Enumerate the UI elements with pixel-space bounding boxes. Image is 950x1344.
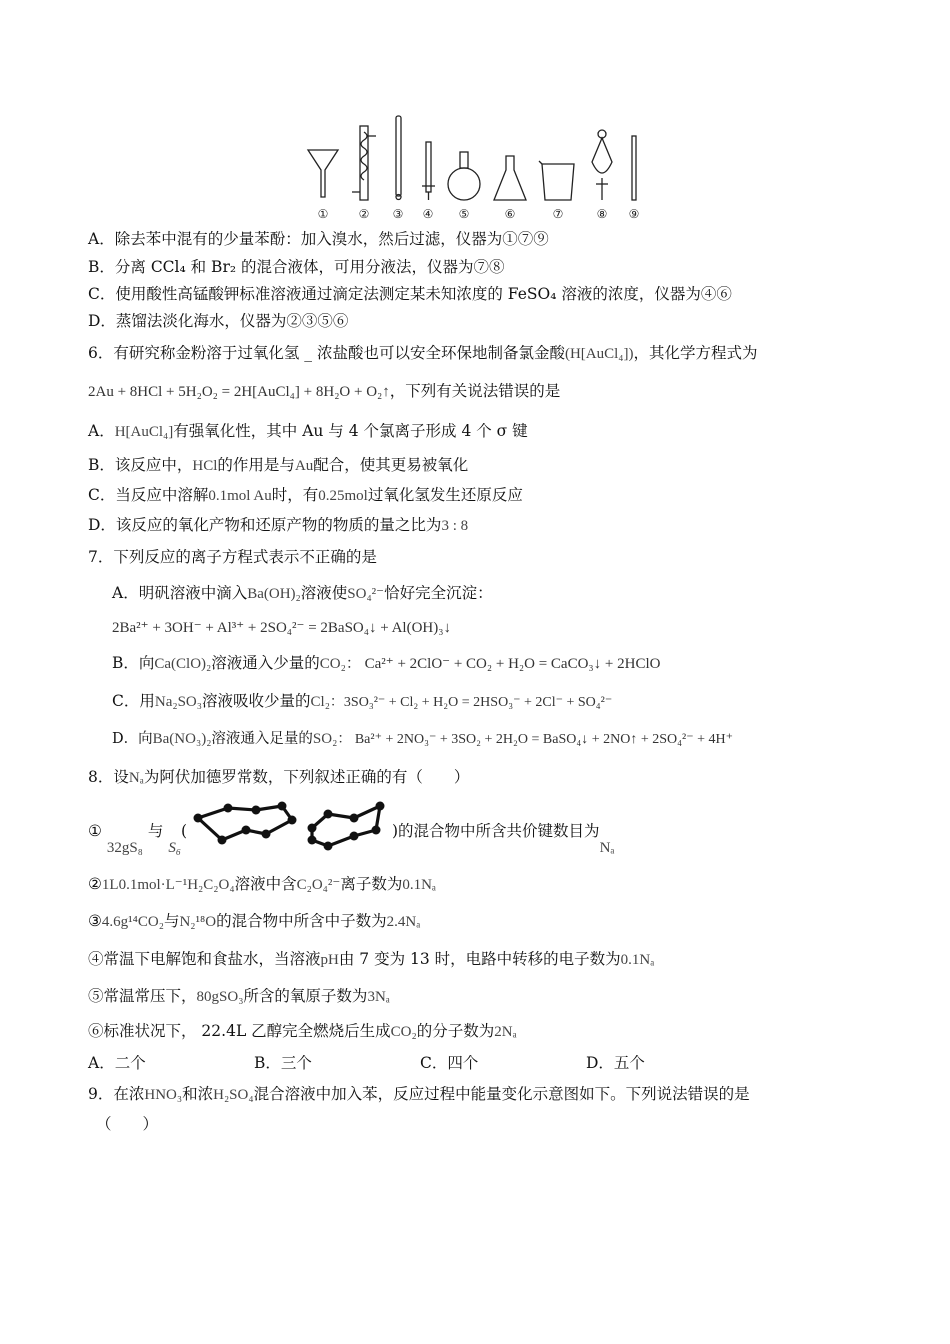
q7-d-f2: SO₂ (312, 731, 338, 747)
q7-a-equation: 2Ba²⁺ + 3OH⁻ + Al³⁺ + 2SO₄²⁻ = 2BaSO₄↓ + Al(OH)₃↓ (112, 620, 451, 636)
q8-i5-post: 所含的氧原子数为 (243, 987, 368, 1005)
q8-option-b: B．三个 (254, 1054, 312, 1072)
q7-option-b (112, 652, 890, 675)
q6-b-mid: 的作用是与 (217, 456, 295, 474)
q7-a-f1: Ba(OH)₂ (247, 586, 301, 602)
q8-i2-f2: C₂O₄²⁻ (296, 877, 341, 893)
q8-i3-f3: 2.4Nₐ (386, 914, 421, 930)
beaker-icon (539, 161, 574, 200)
condenser-icon (352, 126, 376, 200)
q8-i1-na: Nₐ (599, 840, 615, 856)
q7-option-a (112, 582, 890, 605)
q6-stem2: ，下列有关说法错误的是 (389, 382, 561, 400)
q7-d-equation: ： Ba²⁺ + 2NO₃⁻ + 3SO₂ + 2H₂O = BaSO₄↓ + 2NO↑ + 2SO₄²⁻ + 4H⁺ (337, 732, 734, 747)
q6-equation-line (88, 380, 890, 403)
thermometer-icon (396, 116, 401, 200)
q6-b-formula2: Au (294, 458, 314, 474)
apparatus-label-5: ⑤ (458, 207, 470, 221)
q7-c-equation: ：3SO₃²⁻ + Cl₂ + H₂O = 2HSO₃⁻ + 2Cl⁻ + SO₄²⁻ (329, 695, 613, 710)
apparatus-label-4: ④ (422, 207, 434, 221)
round-flask-icon (448, 152, 480, 200)
apparatus-label-9: ⑨ (628, 207, 640, 221)
q8-stem-na: Nₐ (128, 770, 144, 786)
q6-b-label: B．该反应中， (88, 456, 193, 474)
q8-i6-pre: ⑥标准状况下， 22.4L 乙醇完全燃烧后生成 (88, 1022, 391, 1040)
q8-stem-pre: 8．设 (88, 768, 129, 786)
q7-a-f2: SO₄²⁻ (347, 586, 385, 602)
q8-stem-post: 为阿伏加德罗常数，下列叙述正确的有（ ） (143, 768, 470, 786)
q8-i5-pre: ⑤常温常压下， (88, 987, 197, 1005)
q8-i6-post: 的分子数为 (416, 1022, 495, 1040)
q7-c-mid: 溶液吸收少量的 (202, 692, 311, 710)
q8-item-4 (88, 948, 890, 971)
q9-h2so4: H₂SO₄ (213, 1087, 254, 1103)
q6-b-formula: HCl (192, 458, 218, 474)
q6-c-formula2: 0.25mol (318, 488, 368, 504)
q7-c-label: C．用 (112, 692, 155, 710)
q7-option-a-eq (112, 616, 890, 639)
q8-i2-post: 离子数为 (340, 875, 403, 893)
funnel-icon (308, 150, 338, 197)
q6-stem-text: 6．有研究称金粉溶于过氧化氢 _ 浓盐酸也可以安全环保地制备氯金酸 (88, 344, 565, 362)
q7-option-c (112, 690, 890, 714)
q8-i4-f2: 0.1Nₐ (620, 952, 655, 968)
apparatus-label-2: ② (358, 207, 370, 221)
q8-i2-f3: 0.1Nₐ (402, 877, 437, 893)
q9-stem (88, 1083, 890, 1106)
q6-c-formula: 0.1mol Au (208, 488, 272, 504)
q8-i3-mid: 与 (163, 912, 180, 930)
q9-pre: 9．在浓 (88, 1085, 145, 1103)
q8-item-6 (88, 1020, 890, 1043)
q6-option-a (88, 420, 890, 443)
q6-c-label: C．当反应中溶解 (88, 486, 209, 504)
q8-item-2 (88, 873, 890, 896)
q8-i1-s6: S₆ (168, 840, 182, 856)
separatory-funnel-icon (592, 130, 612, 200)
apparatus-label-6: ⑥ (504, 207, 516, 221)
apparatus-label-7: ⑦ (552, 207, 564, 221)
q6-equation: 2Au + 8HCl + 5H₂O₂ = 2H[AuCl₄] + 8H₂O + O₂↑ (88, 384, 390, 400)
q9-mid: 和浓 (182, 1085, 214, 1103)
glass-rod-icon (632, 136, 636, 200)
q8-i5-f2: 3Nₐ (367, 989, 390, 1005)
q6-d-label: D．该反应的氧化产物和还原产物的物质的量之比为 (88, 516, 442, 534)
q6-a-text: 有强氧化性，其中 Au 与 4 个氯离子形成 4 个 σ 键 (173, 422, 528, 440)
lab-apparatus-figure (300, 112, 660, 224)
q6-c-mid: 时，有 (271, 486, 319, 504)
q7-option-d (112, 728, 890, 751)
q9-post: 混合溶液中加入苯，反应过程中能量变化示意图如下。下列说法错误的是 (253, 1085, 750, 1103)
q8-i1-mid: 与 (147, 822, 164, 840)
q8-option-c: C．四个 (420, 1054, 479, 1072)
q8-i3-f2: N₂¹⁸O (179, 914, 217, 930)
q7-b-f2: CO₂ (319, 656, 346, 672)
q7-b-equation: ： Ca²⁺ + 2ClO⁻ + CO₂ + H₂O = CaCO₃↓ + 2HClO (345, 656, 661, 672)
apparatus-label-3: ③ (392, 207, 404, 221)
q8-i2-f: 1L0.1mol·L⁻¹H₂C₂O₄ (101, 877, 235, 893)
q7-b-f1: Ca(ClO)₂ (154, 656, 212, 672)
q8-i4-post: 由 7 变为 13 时，电路中转移的电子数为 (338, 950, 621, 968)
q7-d-mid: 溶液通入足量的 (211, 731, 313, 747)
q8-i3-post: 的混合物中所含中子数为 (216, 912, 387, 930)
q8-i6-f: CO₂ (390, 1024, 417, 1040)
q7-c-f1: Na₂SO₃ (154, 694, 202, 710)
q5-option-a: A．除去苯中混有的少量苯酚：加入溴水，然后过滤，仪器为①⑦⑨ (88, 230, 549, 248)
q5-option-c: C．使用酸性高锰酸钾标准溶液通过滴定法测定某未知浓度的 FeSO₄ 溶液的浓度，仪器为④⑥ (88, 285, 732, 303)
q8-i6-f2: 2Nₐ (494, 1024, 517, 1040)
q6-option-b (88, 454, 890, 477)
q6-stem (88, 342, 890, 365)
conical-flask-icon (494, 156, 526, 200)
q7-d-f1: Ba(NO₃)₂ (152, 731, 212, 747)
q8-i1-s8: 32gS₈ (106, 840, 143, 856)
q8-i1-num: ① (88, 822, 102, 840)
q6-stem-end: ，其化学方程式为 (633, 344, 758, 362)
q6-option-c (88, 484, 890, 507)
q7-c-f2: Cl₂ (310, 694, 330, 710)
q8-i4-ph: pH (320, 952, 339, 968)
sulfur-ring-structure-figure (188, 800, 403, 856)
q5-option-b: B．分离 CCl₄ 和 Br₂ 的混合液体，可用分液法，仪器为⑦⑧ (88, 258, 505, 276)
q8-item-3 (88, 910, 890, 933)
q8-i5-f: 80gSO₃ (196, 989, 244, 1005)
q7-a-post: 恰好完全沉淀： (384, 584, 493, 602)
q7-b-label: B．向 (112, 654, 155, 672)
q6-d-formula: 3 : 8 (441, 518, 469, 534)
q8-i2-num: ② (88, 875, 102, 893)
q7-b-mid: 溶液通入少量的 (211, 654, 320, 672)
q8-i1-post: )的混合物中所含共价键数目为 (392, 822, 600, 840)
q6-a-formula: H[AuCl₄] (114, 424, 174, 440)
q6-c-text: 过氧化氢发生还原反应 (367, 486, 523, 504)
q8-option-a: A．二个 (88, 1054, 146, 1072)
q8-i3-f: 4.6g¹⁴CO₂ (101, 914, 164, 930)
q8-i4-pre: ④常温下电解饱和食盐水，当溶液 (88, 950, 321, 968)
q5-option-d: D．蒸馏法淡化海水，仪器为②③⑤⑥ (88, 312, 349, 330)
q6-option-d (88, 514, 890, 537)
q8-item-1-tail (392, 820, 890, 856)
q7-a-mid: 溶液使 (300, 584, 348, 602)
apparatus-label-8: ⑧ (596, 207, 608, 221)
q7-stem: 7．下列反应的离子方程式表示不正确的是 (88, 548, 377, 566)
q6-formula: (H[AuCl₄]) (564, 346, 634, 362)
q7-a-label: A．明矾溶液中滴入 (112, 584, 248, 602)
q6-a-label: A． (88, 422, 115, 440)
q8-option-d: D．五个 (586, 1054, 645, 1072)
q8-options (88, 1052, 890, 1074)
q8-stem (88, 766, 890, 789)
q8-i3-num: ③ (88, 912, 102, 930)
q6-b-text: 配合，使其更易被氧化 (313, 456, 469, 474)
apparatus-label-1: ① (317, 207, 329, 221)
q7-d-label: D．向 (112, 731, 153, 747)
burette-icon (422, 142, 435, 200)
q9-hno3: HNO₃ (144, 1087, 183, 1103)
q9-paren: （ ） (96, 1115, 159, 1133)
q8-i2-mid: 溶液中含 (234, 875, 297, 893)
q8-i1-paren: ( (181, 822, 188, 840)
q8-item-5 (88, 985, 890, 1008)
